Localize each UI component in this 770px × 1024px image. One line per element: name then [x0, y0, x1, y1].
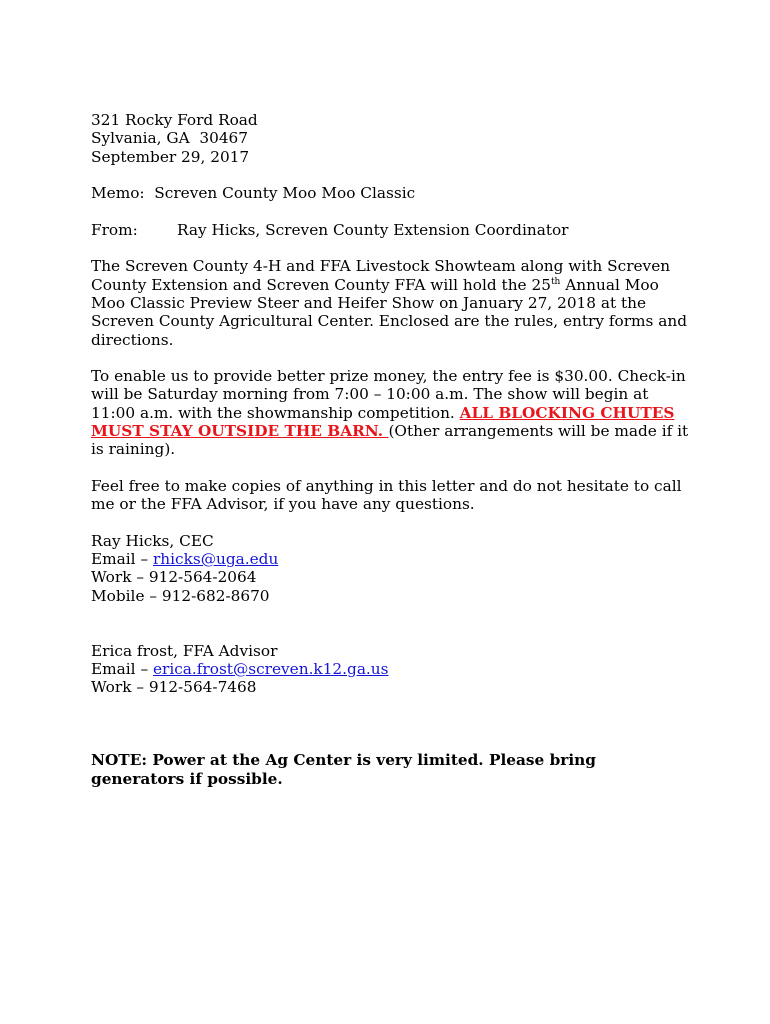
email-link[interactable]: rhicks@uga.edu [152, 550, 279, 569]
blocking-chutes-warning: ALL BLOCKING CHUTES MUST STAY OUTSIDE THE BARN. [91, 403, 675, 441]
paragraph1-text-a: The Screven County 4-H and FFA Livestock Showteam along with Screven County Extension and Screven County FFA will hold the 25 [91, 257, 671, 294]
paragraph-closing: Feel free to make copies of anything in this letter and do not hesitate to call me or the FFA Advisor, if you have any questions. [91, 476, 682, 514]
from-value: Ray Hicks, Screven County Extension Coordinator [177, 220, 569, 239]
ordinal-suffix: th [550, 276, 561, 287]
address-city: Sylvania, GA 30467 [91, 129, 249, 148]
contact-name: Erica frost, FFA Advisor [91, 641, 278, 660]
paragraph-entry-details [91, 367, 691, 458]
contact-work-phone: Work – 912-564-7468 [91, 678, 257, 697]
address-street: 321 Rocky Ford Road [91, 111, 258, 129]
paragraph2-after: (Other arrangements will be made if it is raining). [91, 422, 689, 459]
contact-name: Ray Hicks, CEC [91, 531, 214, 550]
letter-date: September 29, 2017 [91, 147, 250, 166]
contact-erica-frost [91, 642, 691, 697]
contact-email-line [91, 550, 691, 568]
from-line [91, 221, 691, 239]
email-label: Email – [91, 659, 153, 678]
power-note: NOTE: Power at the Ag Center is very limited. Please bring generators if possible. [91, 751, 596, 788]
paragraph-event-announcement [91, 257, 691, 348]
email-link[interactable]: erica.frost@screven.k12.ga.us [152, 659, 389, 678]
contact-work-phone: Work – 912-564-2064 [91, 568, 257, 587]
paragraph2-text: To enable us to provide better prize money, the entry fee is $30.00. Check-in will be Saturday morning from 7:00 – 10:00 a.m. The show will begin at 11:00 a.m. with the showmanship competition. [91, 367, 686, 422]
contact-email-line [91, 660, 691, 678]
from-label: From: [91, 220, 138, 239]
memo-line: Memo: Screven County Moo Moo Classic [91, 184, 416, 203]
letter [91, 111, 691, 788]
email-label: Email – [91, 550, 153, 569]
paragraph1-text-b: Annual Moo Moo Classic Preview Steer and Heifer Show on January 27, 2018 at the Screven County Agricultural Center. Enclosed are the rules, entry forms and directions. [91, 275, 688, 349]
contact-ray-hicks [91, 532, 691, 605]
contact-mobile-phone: Mobile – 912-682-8670 [91, 586, 270, 605]
